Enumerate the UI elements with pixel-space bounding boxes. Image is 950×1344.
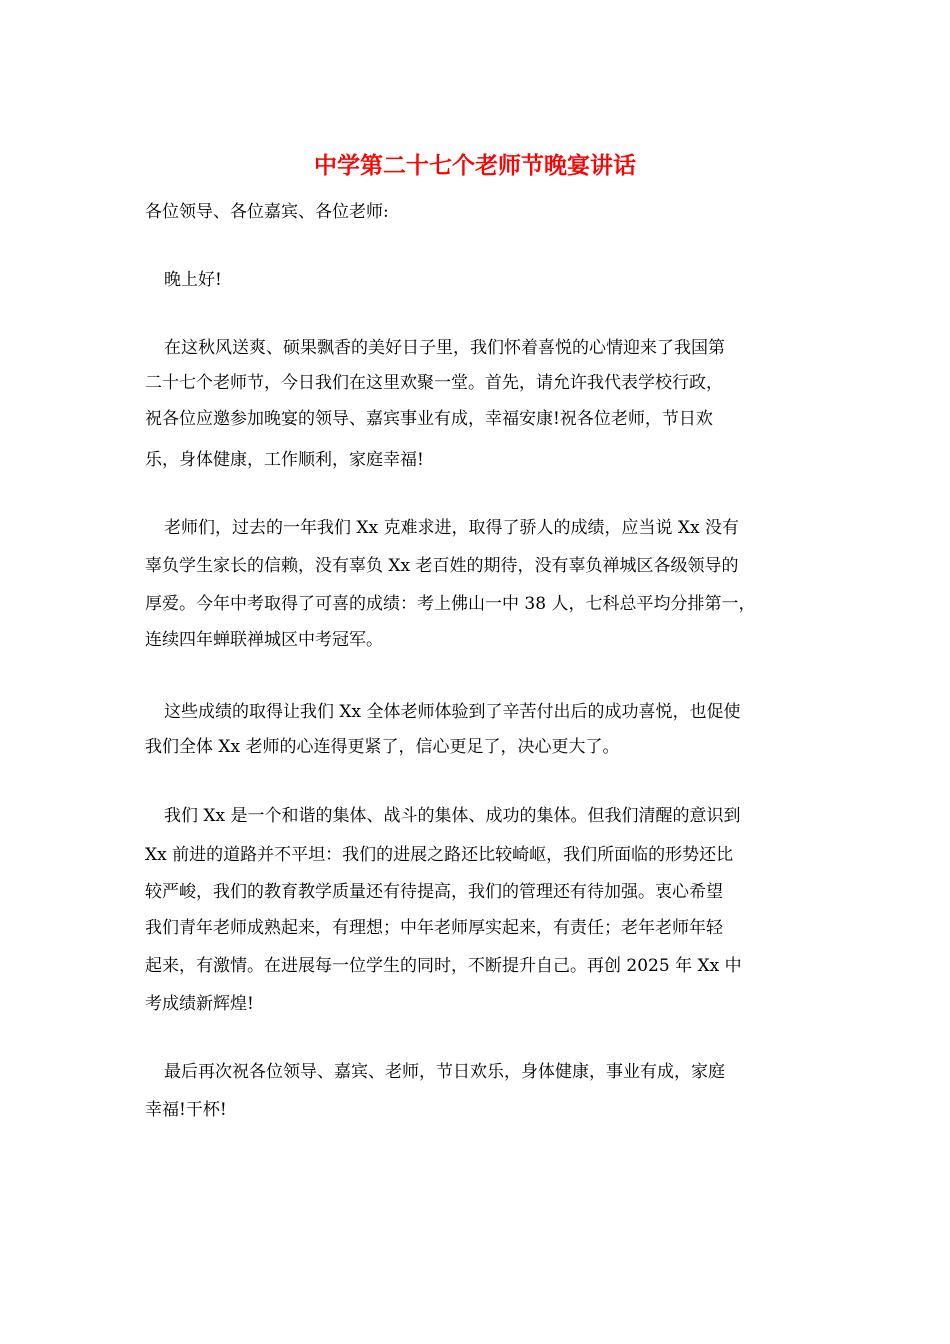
- paragraph-4-line-6: 考成绩新辉煌!: [145, 994, 254, 1014]
- paragraph-5-line-1: 最后再次祝各位领导、嘉宾、老师，节日欢乐，身体健康，事业有成，家庭: [164, 1062, 725, 1082]
- paragraph-1-line-4: 乐，身体健康，工作顺利，家庭幸福!: [145, 450, 424, 470]
- paragraph-2-line-3: 厚爱。今年中考取得了可喜的成绩：考上佛山一中 38 人，七科总平均分排第一，: [145, 594, 756, 614]
- paragraph-4-line-1: 我们 Xx 是一个和谐的集体、战斗的集体、成功的集体。但我们清醒的意识到: [164, 806, 741, 826]
- paragraph-1-line-1: 在这秋风送爽、硕果飘香的美好日子里，我们怀着喜悦的心情迎来了我国第: [164, 338, 725, 358]
- paragraph-3-line-1: 这些成绩的取得让我们 Xx 全体老师体验到了辛苦付出后的成功喜悦，也促使: [164, 702, 741, 722]
- greeting: 晚上好!: [164, 270, 222, 290]
- paragraph-1-line-3: 祝各位应邀参加晚宴的领导、嘉宾事业有成，幸福安康!祝各位老师，节日欢: [145, 409, 713, 429]
- paragraph-4-line-3: 较严峻，我们的教育教学质量还有待提高，我们的管理还有待加强。衷心希望: [145, 882, 723, 902]
- document-title: 中学第二十七个老师节晚宴讲话: [314, 152, 636, 179]
- paragraph-5-line-2: 幸福!干杯!: [145, 1100, 227, 1120]
- salutation: 各位领导、各位嘉宾、各位老师:: [145, 202, 389, 222]
- paragraph-4-line-2: Xx 前进的道路并不平坦：我们的进展之路还比较崎岖，我们所面临的形势还比: [145, 845, 734, 865]
- paragraph-3-line-2: 我们全体 Xx 老师的心连得更紧了，信心更足了，决心更大了。: [145, 737, 620, 757]
- paragraph-4-line-4: 我们青年老师成熟起来，有理想；中年老师厚实起来，有责任；老年老师年轻: [145, 918, 723, 938]
- paragraph-2-line-1: 老师们，过去的一年我们 Xx 克难求进，取得了骄人的成绩，应当说 Xx 没有: [164, 518, 739, 538]
- paragraph-2-line-4: 连续四年蝉联禅城区中考冠军。: [145, 630, 383, 650]
- paragraph-4-line-5: 起来，有激情。在进展每一位学生的同时，不断提升自己。再创 2025 年 Xx 中: [145, 956, 742, 976]
- paragraph-2-line-2: 辜负学生家长的信赖，没有辜负 Xx 老百姓的期待，没有辜负禅城区各级领导的: [145, 556, 739, 576]
- paragraph-1-line-2: 二十七个老师节，今日我们在这里欢聚一堂。首先，请允许我代表学校行政，: [145, 373, 723, 393]
